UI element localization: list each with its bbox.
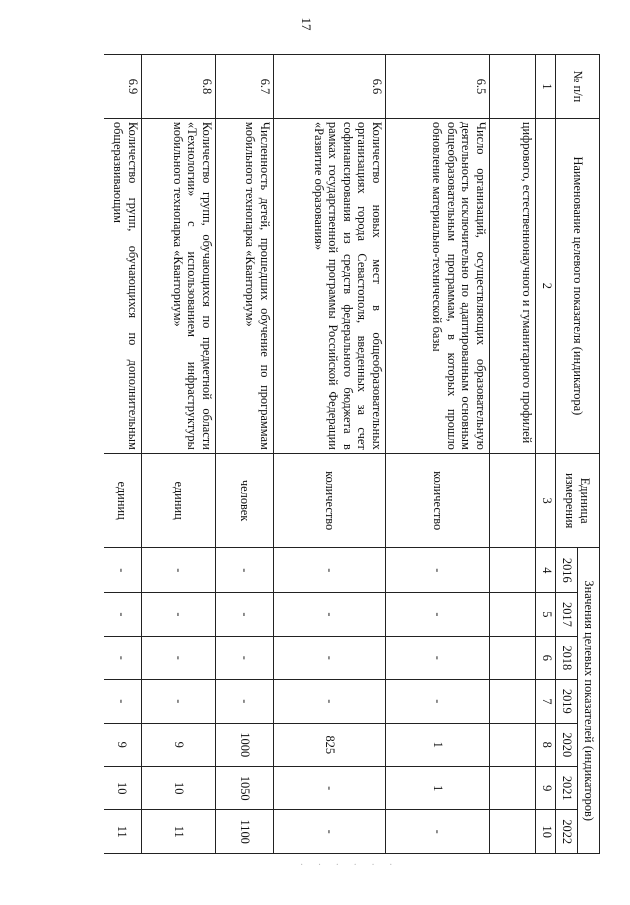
value-cell: - (104, 680, 142, 723)
row-number: 6.8 (142, 55, 216, 119)
value-cell: 1 (386, 723, 490, 766)
value-cell: - (216, 636, 274, 679)
row-number: 6.5 (386, 55, 490, 119)
value-cell (490, 723, 536, 766)
column-number: 6 (536, 636, 556, 679)
value-cell: - (142, 548, 216, 593)
column-number: 4 (536, 548, 556, 593)
table-row (142, 55, 216, 854)
indicator-name: Число организаций, осуществляющих образовательную деятельность исключительно по адаптированным основным общеобразовательным программам, в которых прошло обновление материально-технической базы (386, 118, 490, 453)
header-unit: Единица измерения (556, 453, 600, 548)
scan-noise: · · · · · · (300, 860, 399, 871)
table-row (104, 55, 142, 854)
value-cell: - (216, 548, 274, 593)
indicator-name: Количество новых мест в общеобразовательных организациях города Севастополя, введенных за счет софинансирования из средств федерального бюджета в рамках государственной программы Российской Федерации «Развитие образования» (274, 118, 386, 453)
value-cell: - (104, 548, 142, 593)
header-year: 2018 (556, 636, 578, 679)
value-cell: 9 (104, 723, 142, 766)
unit-cell: человек (216, 453, 274, 548)
column-number: 9 (536, 766, 556, 809)
value-cell: 9 (142, 723, 216, 766)
value-cell: - (386, 680, 490, 723)
value-cell (490, 680, 536, 723)
header-name: Наименование целевого показателя (индикатора) (556, 118, 600, 453)
indicators-table (104, 54, 600, 854)
column-number: 5 (536, 593, 556, 636)
value-cell: - (386, 593, 490, 636)
value-cell: 1 (386, 766, 490, 809)
value-cell: 1000 (216, 723, 274, 766)
column-number: 1 (536, 55, 556, 119)
header-year: 2017 (556, 593, 578, 636)
value-cell (490, 593, 536, 636)
value-cell: - (142, 636, 216, 679)
value-cell: 825 (274, 723, 386, 766)
value-cell: - (386, 548, 490, 593)
value-cell: - (274, 680, 386, 723)
value-cell (490, 548, 536, 593)
header-values-group: Значения целевых показателей (индикаторов) (578, 548, 600, 854)
value-cell: - (274, 636, 386, 679)
page-number: 17 (299, 17, 314, 31)
value-cell: - (104, 593, 142, 636)
value-cell: 10 (104, 766, 142, 809)
unit-cell: единиц (104, 453, 142, 548)
value-cell: 11 (104, 810, 142, 854)
value-cell: - (274, 766, 386, 809)
indicator-name: Численность детей, прошедших обучение по программам мобильного технопарка «Кванториум» (216, 118, 274, 453)
rotated-table-frame (104, 54, 600, 854)
unit-cell: количество (386, 453, 490, 548)
value-cell: - (104, 636, 142, 679)
indicator-name: цифрового, естественнонаучного и гуманитарного профилей (490, 118, 536, 453)
row-number: 6.7 (216, 55, 274, 119)
value-cell: - (274, 548, 386, 593)
column-number: 10 (536, 810, 556, 854)
value-cell: - (142, 593, 216, 636)
column-number: 3 (536, 453, 556, 548)
unit-cell: количество (274, 453, 386, 548)
value-cell (490, 766, 536, 809)
row-number: 6.9 (104, 55, 142, 119)
value-cell: 10 (142, 766, 216, 809)
indicator-name: Количество групп, обучающихся по предметной области «Технологии» с использованием инфраструктуры мобильного технопарка «Кванториум» (142, 118, 216, 453)
unit-cell: единиц (142, 453, 216, 548)
unit-cell (490, 453, 536, 548)
column-number: 7 (536, 680, 556, 723)
table-row (216, 55, 274, 854)
header-year: 2022 (556, 810, 578, 854)
column-number: 8 (536, 723, 556, 766)
indicator-name: Количество групп, обучающихся по дополнительным общеразвивающим (104, 118, 142, 453)
value-cell: - (274, 593, 386, 636)
table-row (490, 55, 536, 854)
value-cell: 11 (142, 810, 216, 854)
header-year: 2016 (556, 548, 578, 593)
row-number (490, 55, 536, 119)
value-cell: 1100 (216, 810, 274, 854)
table-row (274, 55, 386, 854)
value-cell: - (216, 680, 274, 723)
row-number: 6.6 (274, 55, 386, 119)
value-cell: - (216, 593, 274, 636)
header-year: 2021 (556, 766, 578, 809)
column-number: 2 (536, 118, 556, 453)
value-cell (490, 810, 536, 854)
value-cell: - (386, 636, 490, 679)
table-row (386, 55, 490, 854)
value-cell: - (274, 810, 386, 854)
value-cell (490, 636, 536, 679)
value-cell: - (386, 810, 490, 854)
header-year: 2019 (556, 680, 578, 723)
value-cell: 1050 (216, 766, 274, 809)
value-cell: - (142, 680, 216, 723)
header-no: № п/п (556, 55, 600, 119)
header-year: 2020 (556, 723, 578, 766)
